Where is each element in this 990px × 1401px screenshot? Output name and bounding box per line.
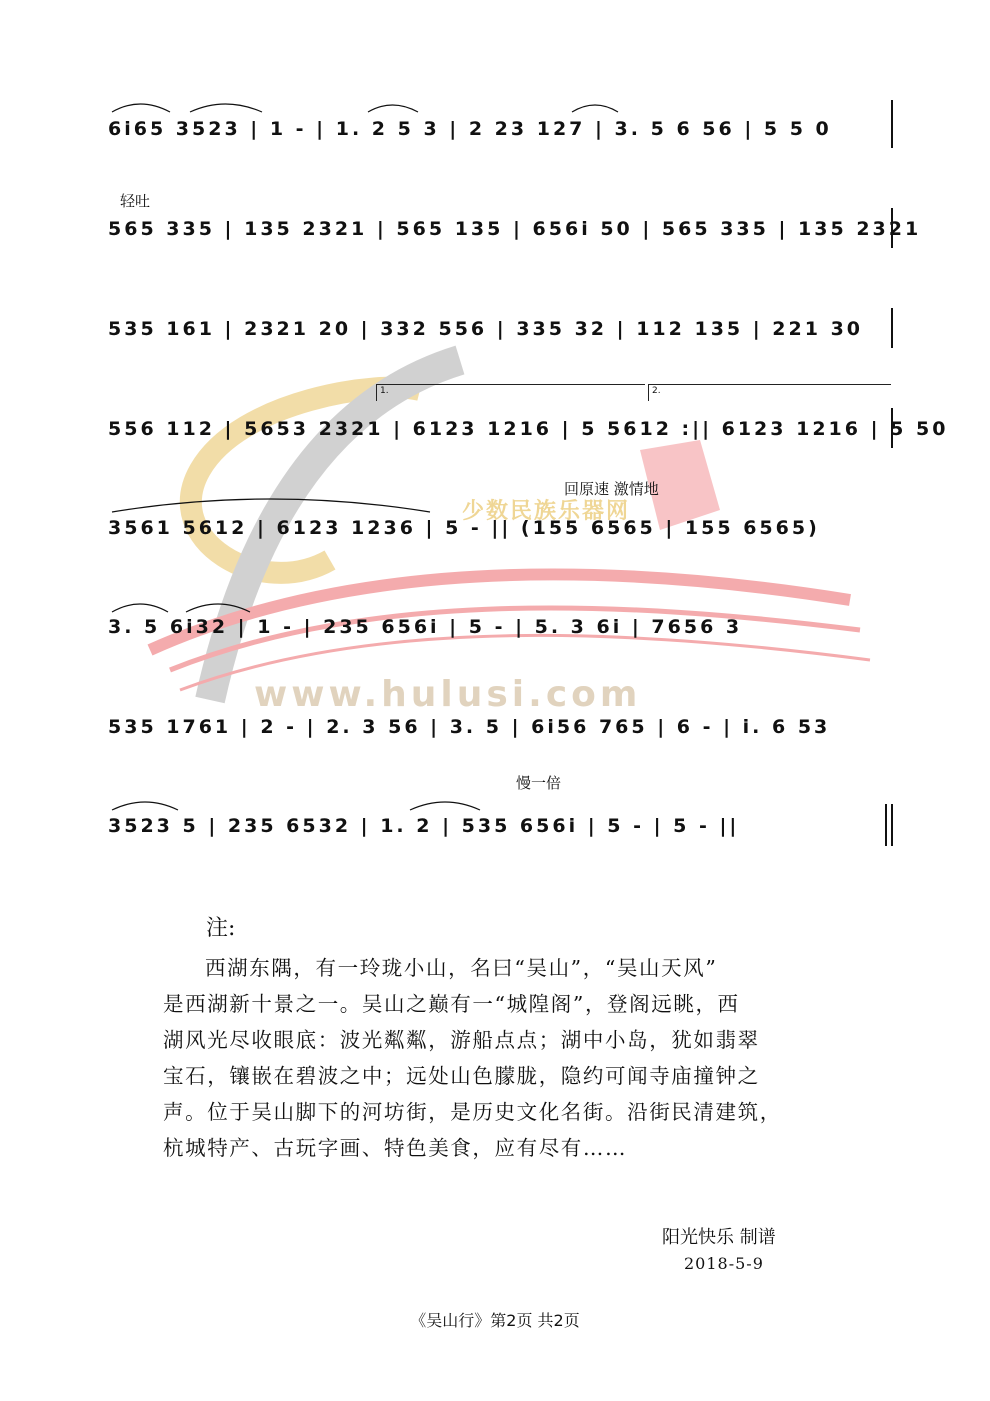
volta-1: [376, 384, 645, 401]
score-row-5: 3561 5612 | 6123 1236 | 5 - || (155 6565 | 155 6565): [108, 517, 820, 539]
watermark-site-name: 少数民族乐器网: [462, 499, 631, 524]
volta-2: [648, 384, 891, 401]
score-row-1: 6i65 3523 | 1 - | 1. 2 5 3 | 2 23 127 | 3. 5 6 56 | 5 5 0: [108, 118, 832, 140]
paragraph-line: 杭城特产、古玩字画、特色美食，应有尽有……: [163, 1136, 628, 1160]
description-paragraph: [163, 950, 863, 1166]
watermark-url: www.hulusi.com: [254, 674, 642, 715]
signature: 阳光快乐 制谱: [662, 1227, 776, 1248]
score-row-7: 535 1761 | 2 - | 2. 3 56 | 3. 5 | 6i56 765 | 6 - | i. 6 53: [108, 716, 831, 738]
paragraph-line: 声。位于吴山脚下的河坊街，是历史文化名街。沿街民清建筑，: [163, 1100, 782, 1124]
volta-2-label: 2.: [652, 386, 661, 396]
paragraph-line: 宝石，镶嵌在碧波之中；远处山色朦胧，隐约可闻寺庙撞钟之: [163, 1064, 760, 1088]
score-row-4: 556 112 | 5653 2321 | 6123 1216 | 5 5612 :|| 6123 1216 | 5 50: [108, 418, 949, 440]
paragraph-line: 西湖东隅，有一玲珑小山，名曰“吴山”，“吴山天风”: [205, 956, 718, 980]
marking-light-tongue: 轻吐: [120, 192, 151, 210]
score-row-6: 3. 5 6i32 | 1 - | 235 656i | 5 - | 5. 3 6i | 7656 3: [108, 616, 743, 638]
volta-1-label: 1.: [380, 386, 389, 396]
marking-tempo-primo: 回原速 激情地: [564, 480, 659, 498]
score-row-8: 3523 5 | 235 6532 | 1. 2 | 535 656i | 5 - | 5 - ||: [108, 815, 740, 837]
score-row-3: 535 161 | 2321 20 | 332 556 | 335 32 | 112 135 | 221 30: [108, 318, 864, 340]
paragraph-line: 湖风光尽收眼底：波光粼粼，游船点点；湖中小岛，犹如翡翠: [163, 1028, 760, 1052]
paragraph-line: 是西湖新十景之一。吴山之巅有一“城隍阁”，登阁远眺，西: [163, 992, 740, 1016]
score-row-2: 565 335 | 135 2321 | 565 135 | 656i 50 | 565 335 | 135 2321: [108, 218, 922, 240]
notes-title: 注:: [206, 916, 236, 941]
marking-slower: 慢一倍: [516, 774, 562, 792]
page-footer: 《吴山行》第2页 共2页: [410, 1311, 580, 1330]
date: 2018-5-9: [684, 1254, 764, 1273]
